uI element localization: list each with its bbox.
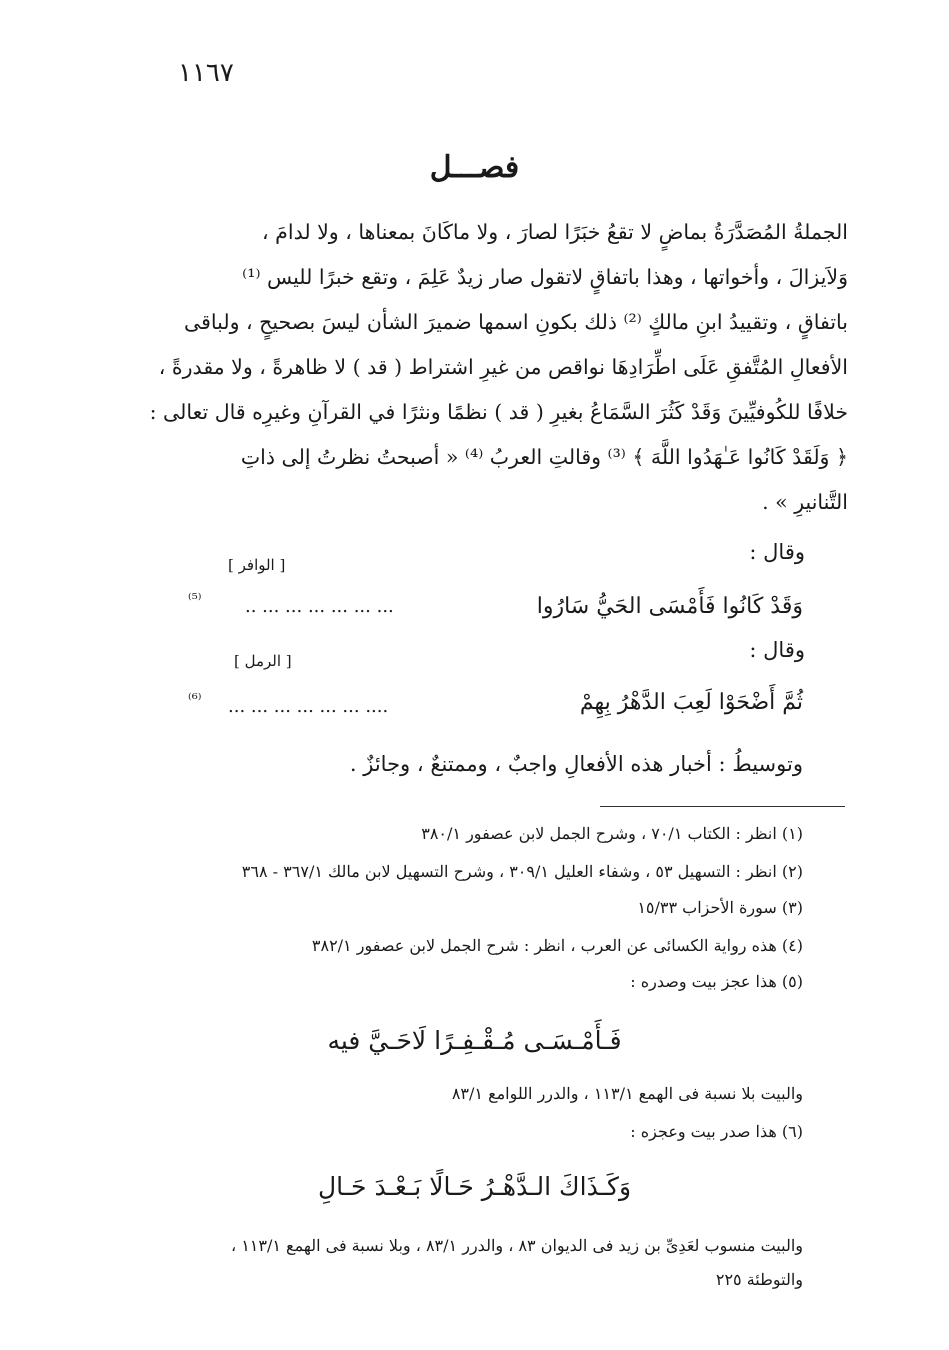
verse-intro: وقال : — [749, 638, 805, 662]
footnote-divider — [600, 806, 845, 807]
verse-ellipsis: ... ... ... ... ... ... .. — [245, 596, 394, 617]
verse-footnote-ref: ⁽⁶⁾ — [188, 690, 202, 708]
meter-label: [ الوافر ] — [228, 556, 286, 574]
paragraph-line: باتفاقٍ ، وتقييدُ ابنِ مالكٍ ⁽²⁾ ذلك بكونِ اسمها ضميرَ الشأن ليسَ بصحيحٍ ، ولباقى — [184, 310, 848, 334]
footnote: (٣) سورة الأحزاب ١٥/٣٣ — [637, 898, 803, 917]
paragraph-line: الجملةُ المُصَدَّرَةُ بماضٍ لا تقعُ خبَرًا لصارَ ، ولا ماكَانَ بمعناها ، ولا لدامَ ، — [262, 220, 848, 244]
footnote: (٦) هذا صدر بيت وعجزه : — [630, 1122, 803, 1141]
page-number: ١١٦٧ — [178, 58, 234, 88]
main-paragraph — [140, 210, 848, 525]
footnote: (٤) هذه رواية الكسائى عن العرب ، انظر : شرح الجمل لابن عصفور ٣٨٢/١ — [311, 936, 803, 955]
quoted-verse: فَـأَمْـسَـى مُـقْـفِـرًا لَاحَـيَّ فيه — [327, 1026, 622, 1055]
footnote: (٢) انظر : التسهيل ٥٣ ، وشفاء العليل ٣٠٩/١ ، وشرح التسهيل لابن مالك ٣٦٧/١ - ٣٦٨ — [241, 862, 803, 881]
verse-intro: وقال : — [749, 540, 805, 564]
paragraph-line: ﴿ وَلَقَدْ كَانُوا عَـٰهَدُوا اللَّهَ ﴾ ⁽³⁾ وقالتِ العربُ ⁽⁴⁾ « أصبحتُ نظرتُ إلى ذاتِ — [240, 445, 848, 469]
quoted-verse: وَكَـذَاكَ الـدَّهْـرُ حَـالًا بَـعْـدَ حَـالِ — [317, 1172, 632, 1201]
section-title: فصـــل — [429, 150, 520, 185]
verse-hemistich: ثُمَّ أَضْحَوْا لَعِبَ الدَّهْرُ بِهِمْ — [579, 690, 803, 715]
verse-ellipsis: .... ... ... ... ... ... ... — [228, 696, 389, 717]
paragraph-line: التَّنانيرِ » . — [762, 490, 848, 514]
footnote-note: والبيت منسوب لعَدِىِّ بن زيد فى الديوان ٨٣ ، والدرر ٨٣/١ ، وبلا نسبة فى الهمع ١١٣/١ ، — [230, 1236, 803, 1255]
paragraph-line: الأفعالِ المُتَّفقِ عَلَى اطِّرَادِهَا نواقص من غيرِ اشتراط ( قد ) لا ظاهرةً ، ولا مقدرةً ، — [158, 355, 848, 379]
paragraph-line: خلافًا للكُوفيِّينَ وَقَدْ كَثُرَ السَّمَاعُ بغيرِ ( قد ) نظمًا ونثرًا في القرآنِ وغيرِه قال تعالى : — [149, 400, 848, 424]
footnote: (١) انظر : الكتاب ٧٠/١ ، وشرح الجمل لابن عصفور ٣٨٠/١ — [421, 824, 803, 843]
closing-line: وتوسيطُ : أخبار هذه الأفعالِ واجبٌ ، وممتنعٌ ، وجائزٌ . — [349, 752, 803, 776]
footnote-note: والتوطئة ٢٢٥ — [715, 1270, 803, 1289]
footnote: (٥) هذا عجز بيت وصدره : — [630, 972, 803, 991]
paragraph-line: وَلاَيزالَ ، وأخواتها ، وهذا باتفاقٍ لاتقول صار زيدٌ عَلِمَ ، وتقع خبرًا لليس ⁽¹⁾ — [242, 265, 848, 289]
verse-footnote-ref: ⁽⁵⁾ — [188, 590, 202, 608]
footnote-note: والبيت بلا نسبة فى الهمع ١١٣/١ ، والدرر اللوامع ٨٣/١ — [451, 1084, 803, 1103]
meter-label: [ الرمل ] — [234, 652, 292, 670]
verse-hemistich: وَقَدْ كَانُوا فَأَمْسَى الحَيُّ سَارُوا — [536, 594, 803, 619]
